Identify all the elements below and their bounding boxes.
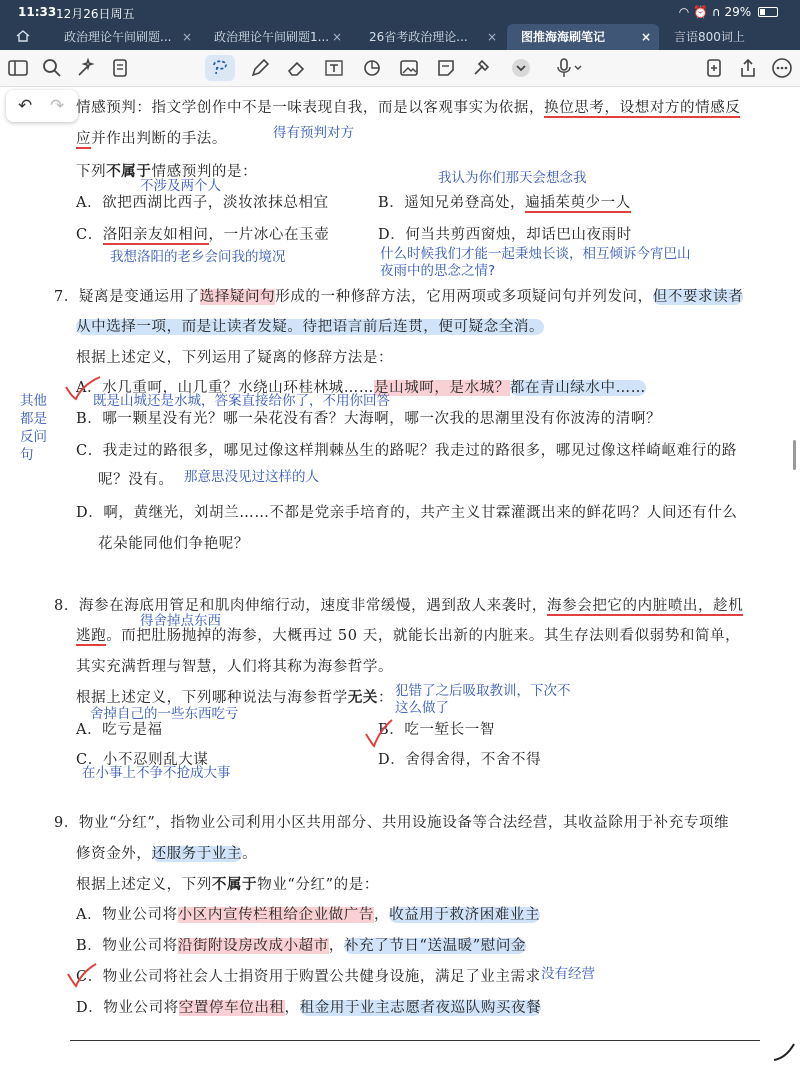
- question-stem: 根据上述定义，下列运用了疑离的修辞方法是：: [76, 350, 394, 366]
- status-date: 12月26日周五: [56, 7, 135, 21]
- option-c: C．物业公司将社会人士捐资用于购置公共健身设施，满足了业主需求: [76, 969, 541, 985]
- option-d-cont: 花朵能同他们争艳呢？: [98, 536, 249, 552]
- option-d: D．啊，黄继光，刘胡兰……不都是党亲手培育的，共产主义甘霖灌溉出来的鲜花吗？人间还有什么: [76, 505, 738, 521]
- option-d: D．物业公司将空置停车位出租，租金用于业主志愿者夜巡队购买夜餐: [76, 1000, 542, 1016]
- handwritten-note: 其他: [20, 393, 47, 409]
- tab-0[interactable]: 政治理论午间刷题... ×: [50, 24, 200, 50]
- question-7-line2: 从中选择一项，而是让读者发疑。待把语言前后连贯，便可疑念全消。: [76, 319, 545, 335]
- option-b: B．哪一颗星没有光？哪一朵花没有香？大海啊，哪一次我的思潮里没有你波涛的清啊？: [76, 411, 662, 427]
- definition-line: 应并作出判断的手法。: [76, 131, 228, 147]
- option-b: B．物业公司将沿街附设房改成小超市，补充了节日“送温暖”慰问金: [76, 938, 527, 954]
- textbox-icon[interactable]: [322, 56, 346, 80]
- share-icon[interactable]: [736, 56, 760, 80]
- tool-icon[interactable]: [469, 56, 493, 80]
- handwritten-note: 那意思没见过这样的人: [184, 469, 319, 485]
- handwritten-note: 舍掉自己的一些东西吃亏: [90, 706, 239, 722]
- battery-icon: [758, 7, 778, 17]
- handwritten-note: 什么时候我们才能一起秉烛长谈，相互倾诉今宵巴山: [380, 246, 691, 262]
- handwritten-note: 犯错了之后吸取教训，下次不: [395, 683, 571, 699]
- eraser-icon[interactable]: [284, 56, 308, 80]
- question-stem: 下列不属于情感预判的是：: [76, 163, 258, 180]
- handwritten-note: 得有预判对方: [273, 125, 354, 141]
- handwritten-note: 既是山城还是水城，答案直接给你了，不用你回答: [93, 393, 390, 409]
- magic-icon[interactable]: [74, 56, 98, 80]
- option-a: A．欲把西湖比西子，淡妆浓抹总相宜: [76, 195, 329, 211]
- question-8-line2: 逃跑。而把肚肠抛掉的海参，大概再过 50 天，就能长出新的内脏来。其生存法则看似弱势和简单，: [76, 628, 741, 644]
- option-d: D．何当共剪西窗烛，却话巴山夜雨时: [378, 227, 632, 243]
- battery-percent: 29%: [724, 5, 752, 19]
- document-icon[interactable]: [108, 56, 132, 80]
- question-stem: 根据上述定义，下列哪种说法与海参哲学无关：: [76, 689, 394, 706]
- handwritten-note: 我认为你们那天会想念我: [438, 170, 587, 186]
- question-stem: 根据上述定义，下列不属于物业“分红”的是：: [76, 876, 379, 893]
- alarm-icon: ⏰: [693, 5, 709, 19]
- status-right: [679, 5, 778, 19]
- question-9: 9．物业“分红”，指物业公司利用小区共用部分、共用设施设备等合法经营，其收益除用于补充专项维: [54, 815, 730, 831]
- shapes-icon[interactable]: [360, 56, 384, 80]
- undo-redo-panel: [6, 90, 78, 122]
- option-c: C．洛阳亲友如相问，一片冰心在玉壶: [76, 227, 330, 243]
- home-icon[interactable]: [16, 30, 30, 42]
- more-icon[interactable]: [770, 56, 794, 80]
- check-mark-icon: [66, 962, 100, 990]
- handwritten-note: 得舍掉点东西: [140, 613, 221, 629]
- handwritten-note: 不涉及两个人: [140, 178, 221, 194]
- status-time: 11:33: [18, 5, 57, 19]
- close-icon[interactable]: ×: [181, 30, 192, 44]
- handwritten-note: 都是: [20, 411, 47, 427]
- handwritten-note: 句: [20, 447, 34, 463]
- sticky-icon[interactable]: [434, 56, 458, 80]
- undo-icon[interactable]: ↶: [18, 96, 33, 116]
- wifi-icon: ◠: [678, 5, 690, 19]
- option-c: C．小不忍则乱大谋: [76, 752, 209, 768]
- close-icon[interactable]: ×: [486, 30, 497, 44]
- tab-bar: [0, 24, 800, 50]
- microphone-icon[interactable]: [553, 56, 587, 80]
- option-c: C．我走过的路很多，哪见过像这样荆棘丛生的路呢？我走过的路很多，哪见过像这样崎岖难行的路: [76, 443, 737, 459]
- option-b: B．遥知兄弟登高处，遍插茱萸少一人: [378, 195, 631, 211]
- handwritten-note: 我想洛阳的老乡会问我的境况: [110, 249, 286, 265]
- status-bar: [0, 0, 800, 24]
- option-a: A．吃亏是福: [76, 722, 163, 738]
- question-7: 7．疑离是变通运用了选择疑问句形成的一种修辞方法，它用两项或多项疑问句并列发问，但不要求读者: [54, 289, 744, 305]
- question-8-line3: 其实充满哲理与智慧，人们将其称为海参哲学。: [76, 659, 394, 675]
- option-a: A．水几重呵，山几重？水绕山环桂林城……是山城呵，是水城？都在青山绿水中……: [76, 380, 646, 396]
- question-8: 8．海参在海底用管足和肌肉伸缩行动，速度非常缓慢，遇到敌人来袭时，海参会把它的内脏喷出，趁机: [54, 598, 744, 614]
- question-9-line2: 修资金外，还服务于业主。: [76, 846, 258, 862]
- handwritten-note: 这么做了: [395, 700, 449, 716]
- redo-icon[interactable]: ↷: [50, 96, 65, 116]
- image-icon[interactable]: [397, 56, 421, 80]
- handwritten-note: 夜雨中的思念之情?: [380, 263, 496, 279]
- option-a: A．物业公司将小区内宣传栏租给企业做广告，收益用于救济困难业主: [76, 907, 541, 923]
- definition-line: 情感预判：指文学创作中不是一味表现自我，而是以客观事实为依据，换位思考，设想对方的情感反: [76, 100, 741, 116]
- tab-3[interactable]: 图推海海刷笔记 ×: [507, 24, 659, 50]
- option-d: D．舍得舍得，不舍不得: [378, 752, 542, 768]
- tab-2[interactable]: 26省考政治理论... ×: [355, 24, 505, 50]
- page-corner-icon: [772, 1040, 796, 1064]
- handwritten-note: 反问: [20, 429, 47, 445]
- option-c-cont: 呢？没有。: [98, 472, 174, 488]
- tab-1[interactable]: 政治理论午间刷题1... ×: [200, 24, 350, 50]
- sidebar-icon[interactable]: [6, 56, 30, 80]
- close-icon[interactable]: ×: [640, 30, 651, 44]
- search-icon[interactable]: [40, 56, 64, 80]
- handwritten-note: 没有经营: [541, 966, 595, 982]
- option-b: B．吃一堑长一智: [378, 722, 495, 738]
- chevron-down-icon[interactable]: [509, 56, 533, 80]
- check-mark-icon: [364, 718, 396, 748]
- add-page-icon[interactable]: [702, 56, 726, 80]
- toolbar: [0, 50, 800, 87]
- close-icon[interactable]: ×: [331, 30, 342, 44]
- check-mark-icon: [64, 375, 104, 403]
- handwritten-note: 在小事上不争不抢成大事: [82, 765, 231, 781]
- pen-icon[interactable]: [248, 56, 272, 80]
- scrollbar[interactable]: [793, 440, 796, 470]
- page-bottom-rule: [70, 1040, 760, 1041]
- tab-4[interactable]: 言语800词上: [674, 30, 745, 44]
- lasso-icon[interactable]: [205, 55, 235, 81]
- headphones-icon: ∩: [711, 5, 721, 19]
